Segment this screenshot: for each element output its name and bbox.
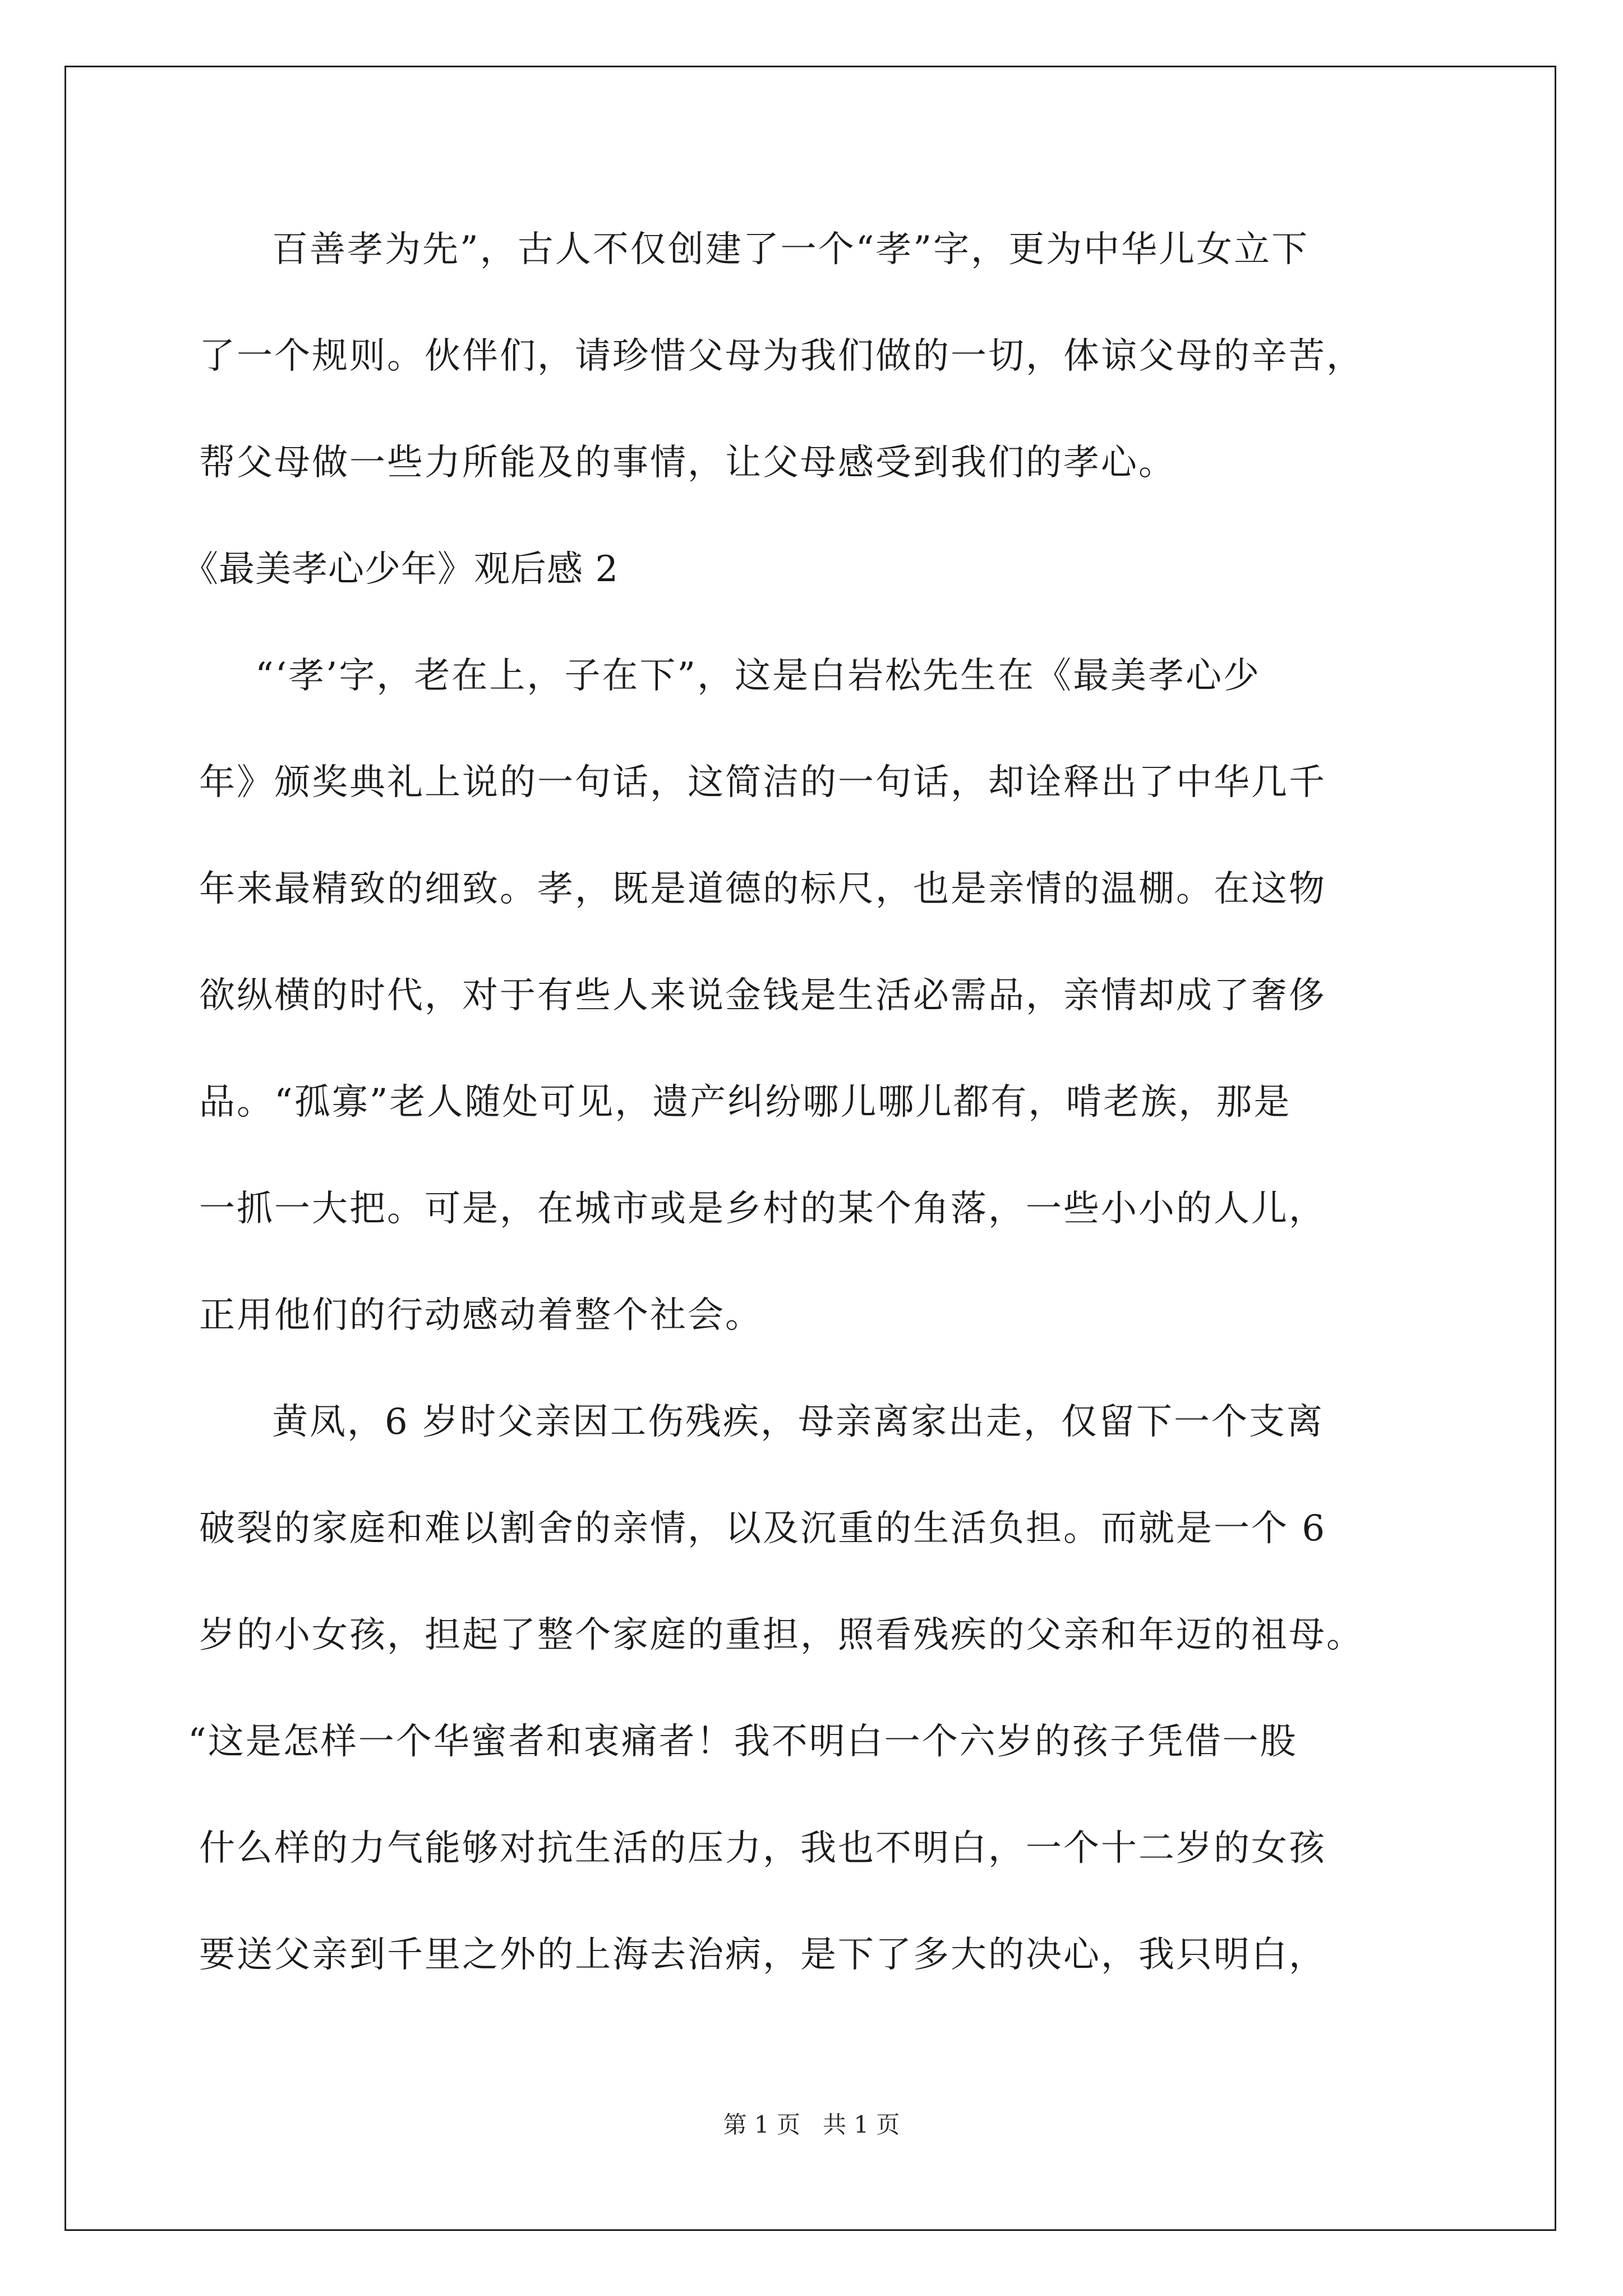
page-total: 共 1 页 [823, 2111, 900, 2138]
paragraph-line: 正用他们的行动感动着整个社会。 [199, 1295, 763, 1336]
paragraph-line: 破裂的家庭和难以割舍的亲情，以及沉重的生活负担。而就是一个 6 [199, 1508, 1327, 1549]
paragraph-line: 一抓一大把。可是，在城市或是乡村的某个角落，一些小小的人儿， [199, 1188, 1326, 1230]
paragraph-line: 百善孝为先”，古人不仅创建了一个“孝”字，更为中华儿女立下 [272, 229, 1310, 270]
paragraph-line: 什么样的力气能够对抗生活的压力，我也不明白，一个十二岁的女孩 [199, 1828, 1326, 1869]
paragraph-line: 欲纵横的时代，对于有些人来说金钱是生活必需品，亲情却成了奢侈 [199, 975, 1326, 1016]
paragraph-line: 黄凤，6 岁时父亲因工伤残疾，母亲离家出走，仅留下一个支离 [272, 1401, 1325, 1443]
page-number: 第 1 页 [723, 2111, 800, 2138]
paragraph-line: 年来最精致的细致。孝，既是道德的标尺，也是亲情的温棚。在这物 [199, 868, 1326, 910]
paragraph-line: 要送父亲到千里之外的上海去治病，是下了多大的决心，我只明白， [199, 1934, 1326, 1976]
paragraph-line: “‘孝’字，老在上，子在下”，这是白岩松先生在《最美孝心少 [255, 655, 1261, 697]
paragraph-line: 品。“孤寡”老人随处可见，遗产纠纷哪儿哪儿都有，啃老族，那是 [199, 1082, 1292, 1123]
section-title: 《最美孝心少年》观后感 2 [182, 549, 619, 590]
document-body [182, 222, 1433, 2033]
paragraph-line: 岁的小女孩，担起了整个家庭的重担，照看残疾的父亲和年迈的祖母。 [199, 1614, 1364, 1656]
paragraph-line: 帮父母做一些力所能及的事情，让父母感受到我们的孝心。 [199, 442, 1176, 484]
page-footer [0, 2106, 1623, 2140]
paragraph-line: 年》颁奖典礼上说的一句话，这简洁的一句话，却诠释出了中华几千 [199, 762, 1326, 803]
paragraph-line: “这是怎样一个华蜜者和衷痛者！我不明白一个六岁的孩子凭借一股 [188, 1721, 1298, 1763]
paragraph-line: 了一个规则。伙伴们，请珍惜父母为我们做的一切，体谅父母的辛苦， [199, 335, 1364, 377]
